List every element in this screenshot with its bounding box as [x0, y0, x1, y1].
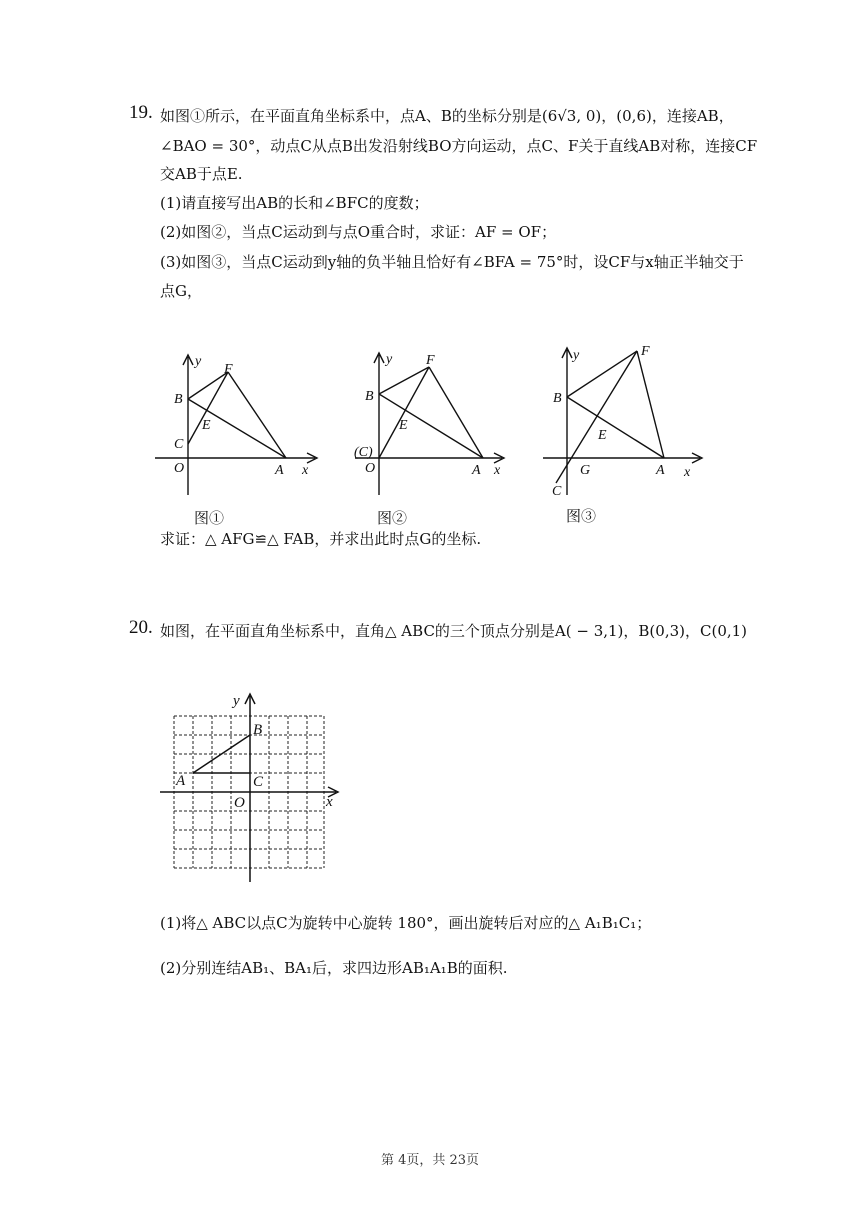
q19-line-1: 如图①所示，在平面直角坐标系中，点A、B的坐标分别是(6√3, 0)，(0,6)，连接AB，	[160, 107, 734, 125]
fig3-label-B: B	[553, 391, 562, 406]
fig1-label-y: y	[195, 354, 202, 369]
fig3-label-G: G	[580, 463, 591, 478]
figure-3	[538, 340, 708, 505]
q19-line-3: 交AB于点E.	[160, 165, 243, 183]
q19-part-3-line-2: 点G，	[160, 282, 202, 300]
figure-1-caption: 图①	[194, 509, 225, 527]
fig2-label-E: E	[399, 418, 408, 433]
figure-1	[155, 345, 325, 505]
q20-label-A: A	[176, 773, 186, 789]
q20-stem: 如图，在平面直角坐标系中，直角△ ABC的三个顶点分别是A( − 3,1)，B(0,3)，C(0,1)	[160, 622, 748, 640]
q20-grid-figure	[158, 690, 343, 885]
fig3-label-x: x	[684, 465, 691, 480]
question-20-number: 20.	[129, 617, 153, 638]
q20-label-x: x	[326, 794, 333, 810]
fig3-label-C: C	[552, 484, 562, 499]
q19-part-2: (2)如图②，当点C运动到与点O重合时，求证：AF = OF；	[160, 223, 557, 241]
fig3-label-y: y	[573, 348, 580, 363]
question-19-number: 19.	[129, 102, 153, 123]
fig1-label-x: x	[302, 463, 309, 478]
q20-label-y: y	[233, 693, 240, 709]
fig2-label-B: B	[365, 389, 374, 404]
q20-label-B: B	[253, 722, 263, 738]
fig2-label-x: x	[494, 463, 501, 478]
fig3-label-A: A	[656, 463, 665, 478]
figure-3-caption: 图③	[566, 507, 597, 525]
fig2-label-A: A	[472, 463, 481, 478]
fig2-label-C: (C)	[354, 445, 373, 460]
q19-line-2: ∠BAO = 30°，动点C从点B出发沿射线BO方向运动，点C、F关于直线AB对称，连接CF	[160, 137, 758, 155]
page-footer: 第 4页，共 23页	[380, 1153, 480, 1168]
fig1-label-O: O	[174, 461, 185, 476]
q20-part-2: (2)分别连结AB₁、BA₁后，求四边形AB₁A₁B的面积.	[160, 959, 508, 977]
fig1-label-A: A	[275, 463, 284, 478]
fig1-label-B: B	[174, 392, 183, 407]
fig3-label-E: E	[598, 428, 607, 443]
fig2-label-F: F	[426, 353, 435, 368]
q20-label-O: O	[234, 795, 245, 811]
fig3-label-F: F	[641, 344, 650, 359]
fig1-label-E: E	[202, 418, 211, 433]
q20-part-1: (1)将△ ABC以点C为旋转中心旋转 180°，画出旋转后对应的△ A₁B₁C₁；	[160, 914, 652, 932]
q19-conclusion: 求证：△ AFG≌△ FAB，并求出此时点G的坐标.	[160, 530, 482, 548]
fig2-label-y: y	[386, 352, 393, 367]
fig1-label-C: C	[174, 437, 184, 452]
q20-label-C: C	[253, 774, 264, 790]
q19-part-1: (1)请直接写出AB的长和∠BFC的度数；	[160, 194, 429, 212]
figure-2-caption: 图②	[377, 509, 408, 527]
q19-part-3-line-1: (3)如图③，当点C运动到y轴的负半轴且恰好有∠BFA = 75°时，设CF与x轴正半轴交于	[160, 253, 744, 271]
figure-2	[350, 345, 510, 505]
fig2-label-O: O	[365, 461, 376, 476]
fig1-label-F: F	[224, 362, 233, 377]
